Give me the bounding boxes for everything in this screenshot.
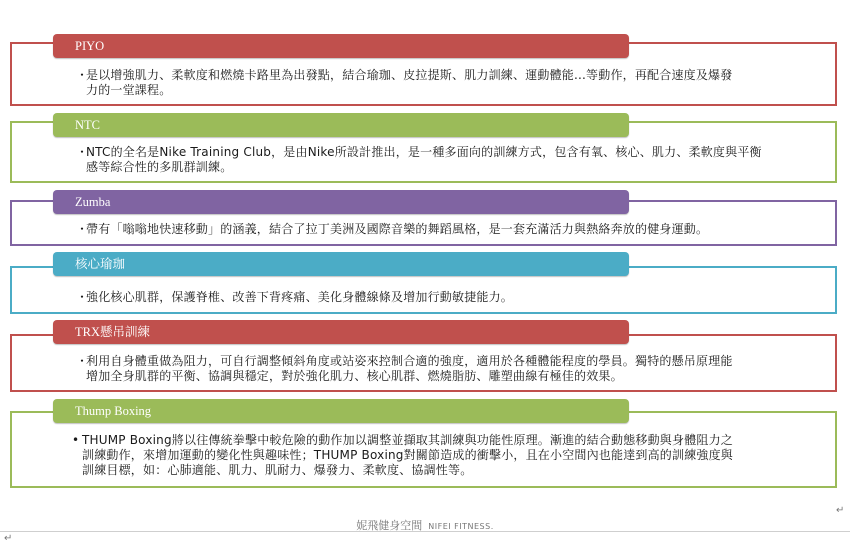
description-line: 利用自身體重做為阻力，可自行調整傾斜角度或站姿來控制合適的強度，適用於各種體能程度的學員。獨特的懸吊原理能	[86, 354, 733, 368]
course-description	[76, 290, 781, 305]
footer-divider	[0, 531, 850, 532]
course-card-piyo	[10, 34, 837, 106]
course-card-core-yoga	[10, 252, 837, 314]
course-description	[76, 222, 781, 237]
course-card-ntc	[10, 113, 837, 183]
bullet: ・	[76, 290, 89, 304]
paragraph-mark-icon: ↵	[4, 533, 13, 544]
course-title-bar: Thump Boxing	[53, 399, 629, 423]
description-line: 訓練動作，來增加運動的變化性與趣味性；THUMP Boxing對關節造成的衝擊小，且在小空間內也能達到高的訓練強度與	[82, 448, 734, 462]
description-line: NTC的全名是Nike Training Club，是由Nike所設計推出，是一種多面向的訓練方式，包含有氧、核心、肌力、柔軟度與平衡	[86, 145, 762, 159]
description-line: 增加全身肌群的平衡、協調與穩定，對於強化肌力、核心肌群、燃燒脂肪、雕塑曲線有極佳的效果。	[86, 369, 623, 383]
course-card-thump-boxing	[10, 399, 837, 488]
course-title-bar: 核心瑜珈	[53, 252, 629, 276]
course-description	[72, 433, 781, 478]
course-card-zumba	[10, 190, 837, 246]
course-title-bar: PIYO	[53, 34, 629, 58]
footer-brand-en: NIFEI FITNESS.	[428, 522, 494, 531]
bullet: •	[72, 433, 80, 447]
course-description	[76, 145, 781, 175]
course-description	[76, 68, 781, 98]
description-line: 帶有「嗡嗡地快速移動」的涵義，結合了拉丁美洲及國際音樂的舞蹈風格，是一套充滿活力與熱絡奔放的健身運動。	[86, 222, 709, 236]
course-description	[76, 354, 781, 384]
bullet: ・	[76, 145, 89, 159]
paragraph-mark-icon: ↵	[836, 505, 845, 516]
course-title-bar: NTC	[53, 113, 629, 137]
description-line: 強化核心肌群，保護脊椎、改善下背疼痛、美化身體線條及增加行動敏捷能力。	[86, 290, 514, 304]
footer-brand-zh: 妮飛健身空間	[356, 519, 423, 532]
description-line: 是以增強肌力、柔軟度和燃燒卡路里為出發點，結合瑜珈、皮拉提斯、肌力訓練、運動體能...等動作，再配合速度及爆發	[86, 68, 733, 82]
bullet: ・	[76, 68, 89, 82]
course-title-bar: TRX懸吊訓練	[53, 320, 629, 344]
description-line: THUMP Boxing將以往傳統拳擊中較危險的動作加以調整並擷取其訓練與功能性原理。漸進的結合動態移動與身體阻力之	[82, 433, 734, 447]
description-line: 感等綜合性的多肌群訓練。	[86, 160, 233, 174]
course-card-trx	[10, 320, 837, 392]
bullet: ・	[76, 222, 89, 236]
bullet: ・	[76, 354, 89, 368]
description-line: 力的一堂課程。	[86, 83, 172, 97]
course-title-bar: Zumba	[53, 190, 629, 214]
description-line: 訓練目標，如：心肺適能、肌力、肌耐力、爆發力、柔軟度、協調性等。	[82, 463, 473, 477]
